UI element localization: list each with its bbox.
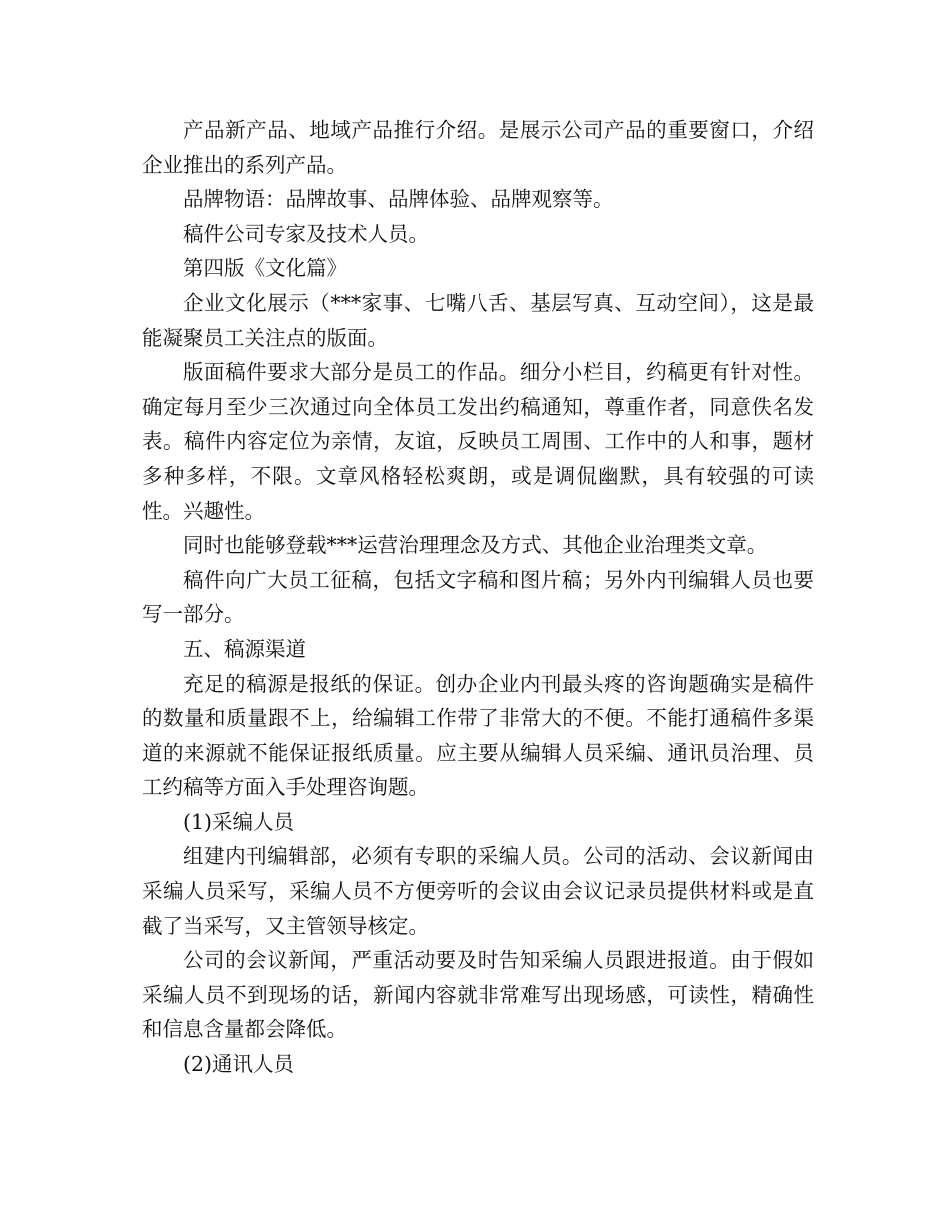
- paragraph-culture-showcase: 企业文化展示（***家事、七嘴八舌、基层写真、互动空间），这是最能凝聚员工关注点的版面。: [142, 290, 814, 350]
- section-heading-sources: 五、稿源渠道: [183, 636, 306, 661]
- paragraph-brand-story: 品牌物语：品牌故事、品牌体验、品牌观察等。: [183, 187, 614, 212]
- paragraph-staff-works: 版面稿件要求大部分是员工的作品。细分小栏目，约稿更有针对性。确定每月至少三次通过向全体员工发出约稿通知，尊重作者，同意佚名发表。稿件内容定位为亲情，友谊，反映员工周围、工作中的人和事，题材多种多样，不限。文章风格轻松爽朗，或是调侃幽默，具有较强的可读性。兴趣性。: [142, 360, 814, 523]
- subheading-correspondents: (2)通讯人员: [183, 1052, 295, 1077]
- paragraph-contributors: 稿件公司专家及技术人员。: [183, 221, 429, 246]
- document-page: [142, 113, 814, 1082]
- paragraph-management-articles: 同时也能够登载***运营治理理念及方式、其他企业治理类文章。: [183, 533, 768, 558]
- paragraph-call-for-submissions: 稿件向广大员工征稿，包括文字稿和图片稿；另外内刊编辑人员也要写一部分。: [142, 567, 814, 627]
- paragraph-source-guarantee: 充足的稿源是报纸的保证。创办企业内刊最头疼的咨询题确实是稿件的数量和质量跟不上，给编辑工作带了非常大的不便。不能打通稿件多渠道的来源就不能保证报纸质量。应主要从编辑人员采编、通讯员治理、员工约稿等方面入手处理咨询题。: [142, 671, 814, 800]
- paragraph-editorial-team: 组建内刊编辑部，必须有专职的采编人员。公司的活动、会议新闻由采编人员采写，采编人员不方便旁听的会议由会议记录员提供材料或是直截了当采写，又主管领导核定。: [142, 844, 814, 938]
- paragraph-meeting-news: 公司的会议新闻，严重活动要及时告知采编人员跟进报道。由于假如采编人员不到现场的话，新闻内容就非常难写出现场感，可读性，精确性和信息含量都会降低。: [142, 948, 814, 1042]
- paragraph-product-intro: 产品新产品、地域产品推行介绍。是展示公司产品的重要窗口，介绍企业推出的系列产品。: [142, 118, 814, 177]
- subheading-editors: (1)采编人员: [183, 809, 295, 834]
- section-heading-culture: 第四版《文化篇》: [183, 256, 347, 281]
